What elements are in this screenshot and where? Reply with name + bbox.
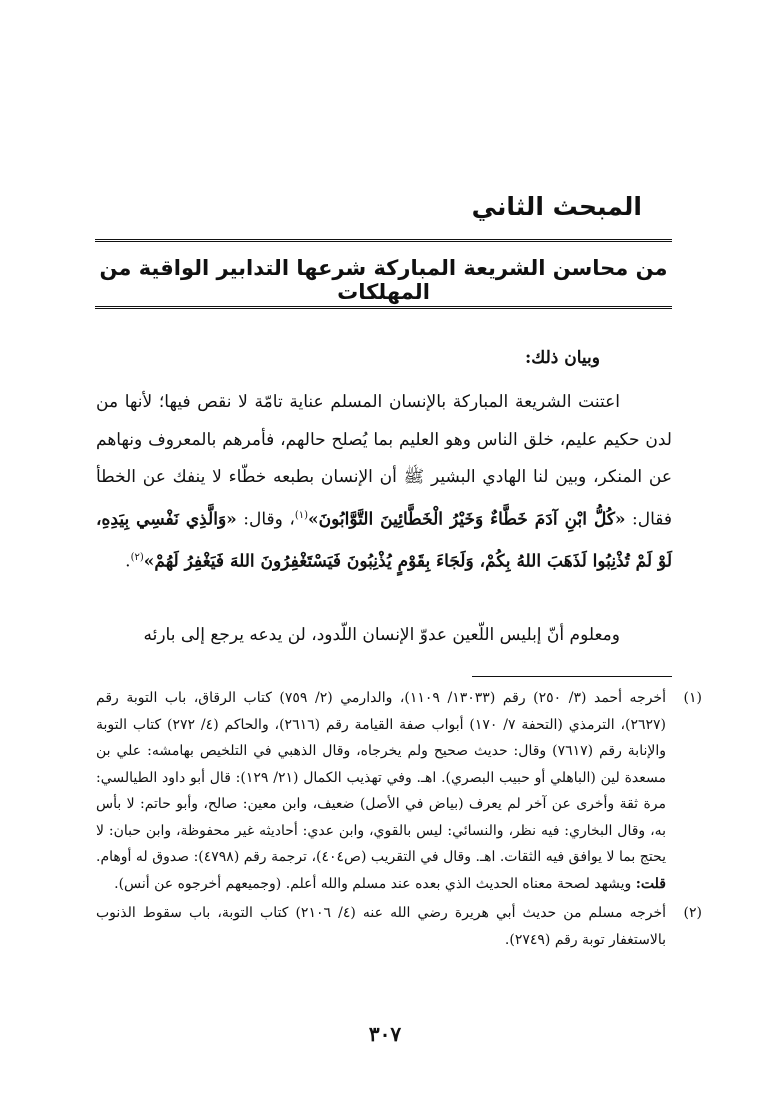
footnote-number: (١) (683, 690, 702, 706)
page-number: ٣٠٧ (368, 1022, 402, 1046)
footnote-text: أخرجه أحمد (٣/ ٢٥٠) رقم (١٣٠٣٣/ ١١٠٩)، والدارمي (٢/ ٧٥٩) كتاب الرقاق، باب التوبة رقم (٢٦٢٧)، الترمذي (التحفة ٧/ ١٧٠) أبواب صفة القيامة رقم (٢٦١٦)، والحاكم (٤/ ٢٧٢) كتاب التوبة والإنابة رقم (٧٦١٧) وقال: حديث صحيح ولم يخرجاه، وقال الذهبي في التلخيص بهامشه: علي بن مسعدة لين (الباهلي أو حبيب البصري). اهـ. وفي تهذيب الكمال (٢١/ ١٢٩): قال أبو داود الطيالسي: مرة ثقة وأخرى عن آخر لم يعرف (بياض في الأصل) ضعيف، وابن معين: صالح، وأبو حاتم: لا بأس به، وقال البخاري: فيه نظر، والنسائي: ليس بالقوي، وابن عدي: أحاديثه غير محفوظة، وابن حبان: لا يحتج بما لا يوافق فيه الثقات. اهـ. وقال في التقريب (ص٤٠٤)، ترجمة رقم (٤٧٩٨): صدوق له أوهام. (96, 690, 667, 865)
body-paragraph-2: ومعلوم أنّ إبليس اللّعين عدوّ الإنسان اللّدود، لن يدعه يرجع إلى بارئه (143, 625, 620, 645)
body-paragraph-1 (96, 384, 672, 581)
footnote-text: أخرجه مسلم من حديث أبي هريرة رضي الله عنه (٤/ ٢١٠٦) كتاب التوبة، باب سقوط الذنوب بالاستغفار توبة رقم (٢٧٤٩). (96, 905, 666, 948)
paragraph1-text-c: . (125, 551, 131, 572)
hadith-quote-1: «كُلُّ ابْنِ آدَمَ خَطَّاءٌ وَخَيْرُ الْخَطَّائِينَ التَّوَّابُونَ» (308, 509, 626, 530)
footnote-ref-2[interactable]: (٢) (130, 551, 144, 563)
intro-label: وبيان ذلك: (524, 348, 600, 368)
chapter-title: من محاسن الشريعة المباركة شرعها التدابير الواقية من المهلكات (99, 256, 668, 304)
footnote-text-cont: ويشهد لصحة معناه الحديث الذي بعده عند مسلم والله أعلم. (وجميعهم أخرجوه عن أنس). (114, 875, 636, 892)
title-rule-top (95, 239, 672, 242)
footnote-ref-1[interactable]: (١) (294, 509, 309, 521)
footnote-note-label: قلت: (635, 875, 666, 892)
section-title: المبحث الثاني (471, 192, 642, 221)
paragraph1-text-b: ، وقال: (236, 509, 295, 530)
footnote-number: (٢) (683, 905, 702, 921)
footnote-separator (472, 676, 672, 677)
paragraph1-text-a: اعتنت الشريعة المباركة بالإنسان المسلم عناية تامّة لا نقص فيها؛ لأنها من لدن حكيم عليم، خلق الناس وهو العليم بما يُصلح حالهم، فأمرهم بالمعروف ونهاهم عن المنكر، وبين لنا الهادي البشير ﷺ أن الإنسان بطبعه خطّاء لا ينفك عن الخطأ فقال: (96, 392, 673, 530)
footnote-item (96, 900, 702, 953)
hadith-quote-2: «وَالَّذِي نَفْسِي بِيَدِهِ، لَوْ لَمْ تُذْنِبُوا لَذَهَبَ اللهُ بِكُمْ، وَلَجَاءَ بِقَوْمٍ يُذْنِبُونَ فَيَسْتَغْفِرُونَ اللهَ فَيَغْفِرُ لَهُمْ» (96, 509, 672, 572)
footnote-item (96, 685, 702, 897)
footnotes-list (96, 685, 702, 956)
title-rule-bottom (95, 306, 672, 309)
